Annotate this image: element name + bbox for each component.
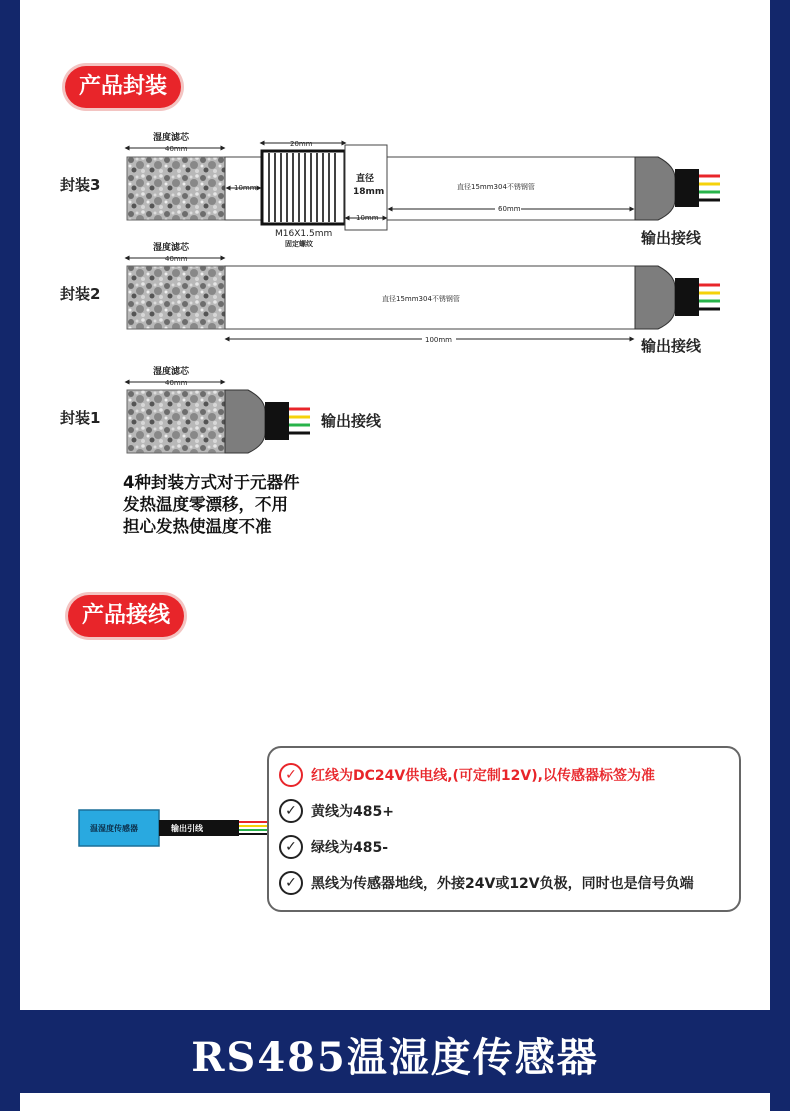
package3-gap-dim: 10mm [234,184,257,192]
check-icon: ✓ [279,763,303,787]
package2-filter-title: 湿度滤芯 [153,243,190,253]
package3-output-label: 输出接线 [641,229,702,247]
package2-filter-dim: 40mm [165,255,188,263]
package1-output-label: 输出接线 [321,412,382,430]
wiring-text: 黑线为传感器地线，外接24V或12V负极，同时也是信号负端 [311,876,694,892]
package3-thread-label-1: M16X1.5mm [275,229,333,239]
note-line: 4种封装方式对于元器件 [123,473,300,492]
package3-tube-dim: 60mm [498,205,521,213]
wiring-item-yellow [279,799,394,823]
package3-filter-title: 湿度滤芯 [153,133,190,143]
package3-thread-dim: 20mm [290,140,313,148]
wiring-text: 绿线为485- [311,840,389,856]
package2-tube-dim: 100mm [425,336,452,344]
check-icon: ✓ [279,835,303,859]
package3-collar-label-2: 18mm [353,187,385,197]
wiring-text: 红线为DC24V供电线,(可定制12V),以传感器标签为准 [311,768,655,784]
footer-title: RS485温湿度传感器 [191,1034,599,1081]
wiring-legend [267,746,741,912]
device-label: 温湿度传感器 [90,824,138,833]
package2-label: 封装2 [60,285,101,303]
wiring-item-green [279,835,388,859]
package2-end-cap [635,266,675,329]
package1-end-cap [225,390,265,453]
package3-filter-dim: 40mm [165,145,188,153]
wiring-item-red [279,763,655,787]
note-line: 发热温度零漂移，不用 [123,495,288,514]
package3-filter-core [127,157,225,220]
section-title-packaging: 产品封装 [65,66,181,108]
package1-filter-dim: 40mm [165,379,188,387]
package3-end-cap [635,157,675,220]
package3-label: 封装3 [60,176,101,194]
note-line: 担心发热使温度不准 [123,517,272,536]
package1-cable-sleeve [265,402,289,440]
package3-thread-label-2: 固定螺纹 [285,240,313,248]
check-icon: ✓ [279,871,303,895]
page-canvas [20,0,770,1010]
check-icon: ✓ [279,799,303,823]
package3-collar-label-1: 直径 [356,174,375,184]
device-cable-label: 输出引线 [171,824,203,833]
footer-bar [20,1093,770,1111]
wiring-text: 黄线为485+ [311,804,394,820]
wiring-item-black [279,871,694,895]
package1-label: 封装1 [60,409,101,427]
package2-output-label: 输出接线 [641,337,702,355]
package-note [123,472,353,538]
package1-filter-core [127,390,225,453]
package3-cable-sleeve [675,169,699,207]
package3-collar-dim: 10mm [356,214,379,222]
package2-filter-core [127,266,225,329]
package3-tube-label: 直径15mm304不锈钢管 [457,183,535,191]
package1-filter-title: 湿度滤芯 [153,367,190,377]
package2-cable-sleeve [675,278,699,316]
package2-tube-label: 直径15mm304不锈钢管 [382,295,460,303]
section-title-wiring: 产品接线 [68,595,184,637]
